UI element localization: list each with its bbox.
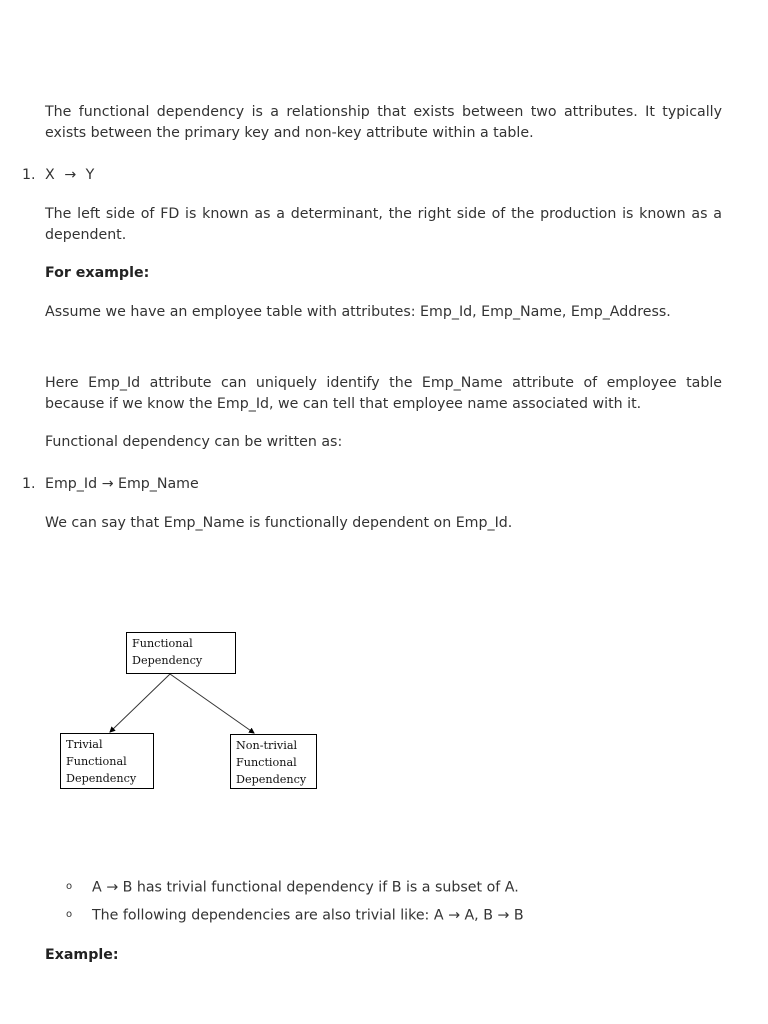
list-number: 1. — [22, 476, 36, 492]
example-heading: Example: — [45, 947, 119, 963]
explanation-paragraph: Here Emp_Id attribute can uniquely identify the Emp_Name attribute of employee table because if we know the Emp_Id, we can tell that employee name associated with it. — [45, 375, 722, 412]
diagram-non-trivial-box: Non-trivial Functional Dependency — [230, 734, 317, 789]
list-number: 1. — [22, 167, 36, 183]
bullet-marker: o — [66, 909, 73, 920]
fd-expression-emp-id: Emp_Id → Emp_Name — [45, 476, 199, 492]
intro-paragraph: The functional dependency is a relationship that exists between two attributes. It typically exists between the primary key and non-key attribute within a table. — [45, 104, 722, 141]
bullet-item-1 — [64, 877, 519, 899]
connector-to-non-trivial — [170, 674, 254, 733]
written-as-paragraph: Functional dependency can be written as: — [45, 434, 343, 450]
for-example-heading: For example: — [45, 265, 150, 281]
diagram-root-box: Functional Dependency — [126, 632, 236, 674]
employee-table-paragraph: Assume we have an employee table with attributes: Emp_Id, Emp_Name, Emp_Address. — [45, 304, 671, 320]
conclusion-paragraph: We can say that Emp_Name is functionally dependent on Emp_Id. — [45, 515, 513, 531]
bullet-marker: o — [66, 881, 73, 892]
bullet-text-1: A → B has trivial functional dependency if B is a subset of A. — [92, 879, 519, 896]
diagram-trivial-box: Trivial Functional Dependency — [60, 733, 154, 789]
fd-expression-x-y: X → Y — [45, 167, 95, 183]
connector-to-trivial — [110, 674, 170, 732]
bullet-item-2 — [64, 905, 524, 927]
bullet-text-2: The following dependencies are also trivial like: A → A, B → B — [92, 907, 524, 924]
determinant-paragraph: The left side of FD is known as a determinant, the right side of the production is known as a dependent. — [45, 206, 722, 243]
